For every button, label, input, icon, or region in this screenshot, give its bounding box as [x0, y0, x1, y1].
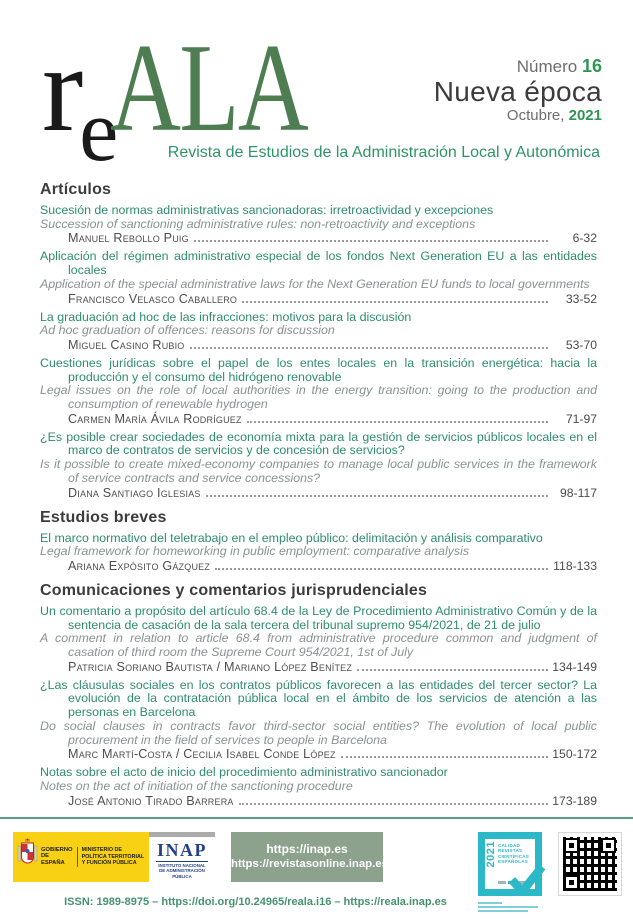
- dotted-leader: [190, 347, 549, 349]
- qr-code[interactable]: [559, 833, 621, 895]
- article-title-es: ¿Es posible crear sociedades de economía mixta para la gestión de servicios públicos locales en el marco de contratos de servicios y de concesión de servicios?: [40, 429, 597, 458]
- page-range: 71-97: [565, 411, 597, 426]
- issue-number: 16: [581, 56, 602, 76]
- article-title-en: Legal framework for homeworking in public employment: comparative analysis: [40, 544, 470, 559]
- article-authors: Diana Santiago Iglesias: [68, 485, 201, 500]
- dotted-leader: [341, 756, 548, 758]
- article-title-es: Aplicación del régimen administrativo especial de los fondos Next Generation EU a las entidades locales: [40, 249, 597, 278]
- logo-letter-r: r: [42, 20, 84, 157]
- toc-entry: [40, 357, 597, 426]
- toc-entry: [40, 679, 597, 762]
- inap-gray-bar: [149, 832, 215, 837]
- toc-entry: [40, 250, 597, 305]
- issue-date-line: Octubre, 2021: [506, 107, 602, 124]
- journal-header: [0, 0, 633, 180]
- article-title-es: El marco normativo del teletrabajo en el empleo público: delimitación y análisis comparativo: [40, 530, 543, 545]
- article-authors: Ariana Expósito Gázquez: [68, 558, 211, 573]
- author-row: [68, 338, 597, 352]
- article-authors: Marc Martí-Costa / Cecilia Isabel Conde López: [68, 747, 336, 762]
- article-title-es: ¿Las cláusulas sociales en los contratos públicos favorecen a las entidades del tercer sector? La evolución de la contratación pública local en el ámbito de los servicios de atención a las personas en Barcelona: [40, 677, 597, 720]
- issn-doi-line[interactable]: ISSN: 1989-8975 – https://doi.org/10.24965/reala.i16 – https://reala.inap.es: [64, 895, 447, 908]
- seal-caption: [478, 902, 544, 912]
- dotted-leader: [242, 301, 548, 303]
- page-range: 134-149: [552, 659, 597, 674]
- page-range: 173-189: [552, 793, 597, 808]
- article-authors: Francisco Velasco Caballero: [68, 291, 238, 306]
- seal-year: 2021: [485, 840, 497, 868]
- article-title-en: Application of the special administrative laws for the Next Generation EU funds to local governments: [40, 276, 590, 291]
- inap-urls-box: [231, 832, 388, 882]
- issue-info: [434, 56, 602, 125]
- qr-finder-icon: [564, 875, 579, 890]
- section-heading-estudios-breves: Estudios breves: [40, 508, 167, 526]
- author-row: [68, 794, 597, 808]
- article-authors: José Antonio Tirado Barrera: [68, 793, 234, 808]
- article-title-en: Is it possible to create mixed-economy companies to manage local public services in the framework of service contracts and service concessions?: [40, 457, 597, 485]
- journal-logo: [42, 19, 363, 180]
- qr-finder-icon: [564, 838, 579, 853]
- checkmark-icon: [508, 863, 546, 900]
- revistasonline-url-link[interactable]: https://revistasonline.inap.es: [231, 858, 388, 871]
- article-title-es: Sucesión de normas administrativas sancionadoras: irretroactividad y excepciones: [40, 203, 494, 217]
- footer: [0, 819, 633, 914]
- article-authors: Patricia Soriano Bautista / Mariano López Benítez: [68, 659, 353, 674]
- spain-coat-of-arms-icon: [17, 838, 38, 875]
- journal-subtitle: Revista de Estudios de la Administración Local y Autonómica: [167, 144, 600, 161]
- table-of-contents: [0, 181, 633, 808]
- article-title-es: Notas sobre el acto de inicio del procedimiento administrativo sancionador: [40, 765, 448, 780]
- ministerio-label: MINISTERIO DE POLÍTICA TERRITORIAL Y FUNCIÓN PÚBLICA: [81, 847, 145, 866]
- dotted-leader: [194, 240, 548, 242]
- toc-entry: [40, 605, 597, 674]
- section-heading-comunicaciones: Comunicaciones y comentarios jurisprudenciales: [40, 581, 428, 599]
- issue-epoch: Nueva época: [433, 76, 602, 107]
- author-row: [68, 292, 597, 306]
- issue-year: 2021: [568, 107, 602, 124]
- article-authors: Miguel Casino Rubio: [68, 337, 185, 352]
- logo-letter-e: e: [79, 83, 119, 180]
- page-range: 53-70: [565, 337, 597, 352]
- page-range: 118-133: [553, 558, 597, 573]
- article-title-es: Cuestiones jurídicas sobre el papel de los entes locales en la transición energética: hacia la producción y el consumo del hidrógeno renovable: [40, 355, 597, 384]
- section-heading-articulos: Artículos: [40, 181, 112, 198]
- article-authors: Carmen María Ávila Rodríguez: [68, 411, 242, 426]
- article-title-es: La graduación ad hoc de las infracciones: motivos para la discusión: [40, 309, 412, 324]
- toc-entry: [40, 431, 597, 500]
- dotted-leader: [215, 568, 548, 570]
- seal-text: CALIDAD REVISTAS CIENTÍFICAS ESPAÑOLAS: [498, 842, 530, 865]
- author-row: [68, 559, 597, 573]
- article-title-en: Notes on the act of initiation of the sanctioning procedure: [40, 778, 353, 793]
- article-title-en: Do social clauses in contracts favor third-sector social entities? The evolution of local public procurement in the field of services to people in Barcelona: [40, 718, 597, 747]
- author-row: [68, 412, 597, 426]
- toc-entry: [40, 204, 597, 245]
- page-range: 6-32: [572, 231, 597, 246]
- article-title-en: Legal issues on the role of local authorities in the energy transition: going to the production and consumption of renewable hydrogen: [40, 383, 597, 412]
- article-title-en: Succession of sanctioning administrative rules: non-retroactivity and exceptions: [40, 216, 476, 231]
- inap-url-link[interactable]: https://inap.es: [266, 842, 348, 857]
- inap-acronym: INAP: [157, 839, 207, 860]
- page-range: 150-172: [552, 747, 597, 762]
- inap-full-name: INSTITUTO NACIONAL DE ADMINISTRACIÓN PÚBLICA: [156, 861, 208, 879]
- toc-entry: [40, 532, 597, 573]
- page-range: 33-52: [565, 291, 597, 306]
- dotted-leader: [247, 421, 548, 423]
- issue-number-line: Número 16: [516, 56, 602, 76]
- government-logo: [13, 832, 149, 882]
- author-row: [68, 231, 597, 245]
- article-authors: Manuel Rebollo Puig: [68, 231, 189, 246]
- page-range: 98-117: [559, 485, 597, 500]
- toc-entry: [40, 766, 597, 807]
- dotted-leader: [357, 669, 548, 671]
- author-row: [68, 747, 597, 761]
- qr-finder-icon: [601, 838, 616, 853]
- inap-logo: [149, 832, 215, 882]
- article-title-en: A comment in relation to article 68.4 from administrative procedure common and judgment of casation of third room the Supreme Court 954/2021, 1st of July: [40, 631, 597, 660]
- article-title-en: Ad hoc graduation of offences: reasons for discussion: [40, 323, 335, 338]
- gobierno-label: GOBIERNO DE ESPAÑA: [41, 847, 78, 867]
- dotted-leader: [206, 495, 548, 497]
- toc-entry: [40, 311, 597, 352]
- article-title-es: Un comentario a propósito del artículo 68.4 de la Ley de Procedimiento Administrativo Común y de la sentencia de casación de la sala tercera del tribunal supremo 954/2021, de 21 de julio: [40, 603, 597, 632]
- fecyt-quality-seal: [478, 832, 544, 914]
- author-row: [68, 486, 597, 500]
- logo-letters-ala: ALA: [110, 19, 308, 158]
- author-row: [68, 660, 597, 674]
- dotted-leader: [239, 803, 548, 805]
